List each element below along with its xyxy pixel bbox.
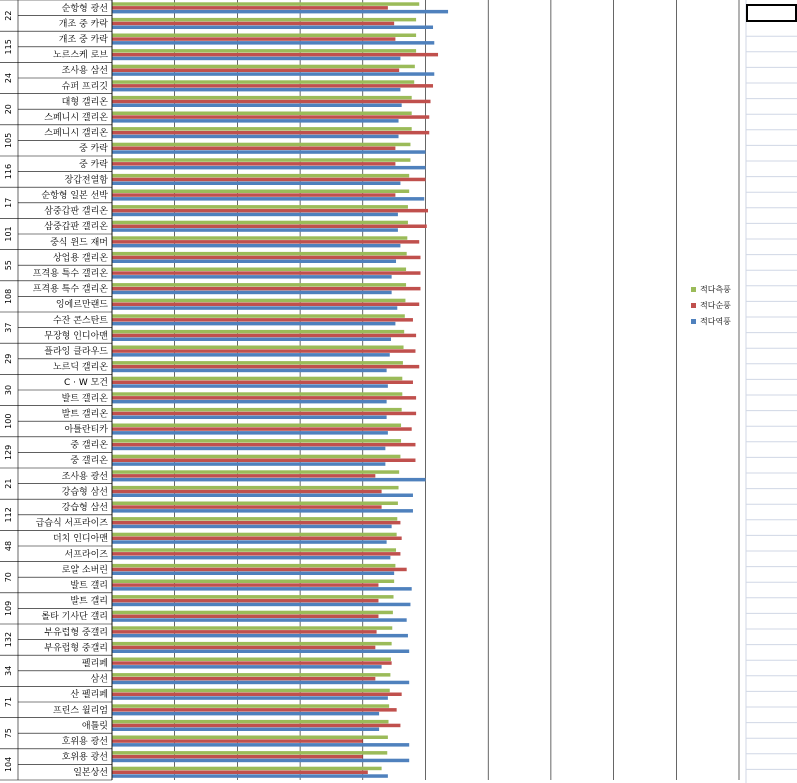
bar <box>112 104 402 108</box>
category-label: 아틀란티카 <box>64 425 108 435</box>
bar <box>112 424 401 428</box>
bar <box>112 587 412 591</box>
category-label: 무장형 인디아맨 <box>44 331 108 342</box>
row-id-label: 115 <box>4 39 13 55</box>
bar <box>112 314 405 318</box>
row-id-label: 75 <box>4 728 13 739</box>
bar <box>112 755 363 759</box>
bar <box>112 377 402 381</box>
category-label: 중 갤리온 <box>70 440 108 451</box>
row-id-label: 105 <box>4 132 13 149</box>
bar <box>112 10 448 14</box>
row-id-label: 37 <box>4 322 13 333</box>
bar <box>112 26 433 30</box>
row-id-label: 22 <box>4 10 13 21</box>
bar <box>112 228 398 232</box>
category-label: 삼중갑판 갤리온 <box>44 222 108 233</box>
bar <box>112 509 413 512</box>
bar <box>112 724 400 728</box>
bar <box>112 291 392 295</box>
bar <box>112 478 426 482</box>
category-label: 장갑전열함 <box>64 175 108 186</box>
category-label: 부유럽형 중갤리 <box>44 627 108 638</box>
category-label: 조사용 광선 <box>61 471 108 482</box>
bar <box>112 396 416 400</box>
bar <box>112 615 378 619</box>
bar <box>112 650 409 654</box>
bar <box>112 618 407 622</box>
bar <box>112 673 390 677</box>
bar <box>112 119 399 123</box>
bar <box>112 572 394 576</box>
bar <box>112 240 419 244</box>
bar <box>112 704 389 708</box>
category-label: 대형 갤리온 <box>61 97 108 108</box>
category-label: 발트 갤리 <box>70 596 108 607</box>
bar <box>112 2 419 6</box>
row-id-label: 112 <box>4 507 13 523</box>
bar <box>112 412 416 416</box>
bar <box>112 626 392 630</box>
bar <box>112 696 388 700</box>
bar <box>112 353 390 357</box>
bar <box>112 556 390 560</box>
bar <box>112 318 413 322</box>
bar <box>112 330 404 334</box>
bar <box>112 494 413 498</box>
bar <box>112 708 397 712</box>
bar <box>112 568 407 572</box>
bar <box>112 112 412 116</box>
row-id-label: 55 <box>4 260 13 271</box>
bar <box>112 661 392 665</box>
bar <box>112 190 409 194</box>
bar <box>112 209 428 213</box>
bar <box>112 221 408 225</box>
bar <box>112 533 397 537</box>
bar <box>112 689 390 693</box>
category-label: 서프라이즈 <box>64 549 108 560</box>
row-id-label: 109 <box>4 600 13 617</box>
bar <box>112 462 385 466</box>
bar <box>112 127 412 131</box>
bar <box>112 361 403 365</box>
bar <box>112 580 394 584</box>
row-id-label: 108 <box>4 288 13 305</box>
bar <box>112 681 409 685</box>
category-label: 슈퍼 프리깃 <box>61 81 108 92</box>
category-label: 호위용 광선 <box>61 752 108 763</box>
sheet-cell-grid <box>746 0 797 783</box>
category-label: 수잔 콘스탄트 <box>52 315 108 326</box>
bar <box>112 525 392 529</box>
legend-swatch <box>691 303 696 308</box>
bar <box>112 53 438 57</box>
bar <box>112 455 400 459</box>
category-label: 중 갤리온 <box>70 456 108 467</box>
bar <box>112 384 388 388</box>
bar <box>112 299 405 303</box>
category-label: 중 카락 <box>79 144 108 155</box>
bar <box>112 552 400 556</box>
category-label: 호위용 광선 <box>61 737 108 747</box>
legend-label: 적다측풍 <box>700 285 731 294</box>
bar <box>112 275 392 279</box>
bar <box>112 365 419 369</box>
bar <box>112 490 382 494</box>
bar <box>112 49 416 53</box>
bar <box>112 287 420 291</box>
bar <box>112 322 395 326</box>
category-label: 부유럽형 중갤리 <box>44 643 108 654</box>
category-label: 조사용 삼선 <box>61 66 108 77</box>
bar <box>112 392 402 396</box>
category-label: 중식 윈드 재머 <box>50 237 108 248</box>
bar <box>112 439 401 443</box>
category-label: 순항형 광선 <box>61 3 108 14</box>
bar <box>112 595 394 599</box>
bar <box>112 174 409 178</box>
bar <box>112 486 399 490</box>
bar <box>112 611 393 615</box>
category-label: 프격용 특수 갤리온 <box>32 284 108 295</box>
bar <box>112 213 398 217</box>
bar <box>112 548 396 552</box>
bar <box>112 521 400 525</box>
bar <box>112 665 382 669</box>
bar <box>112 346 404 350</box>
bar <box>112 96 412 100</box>
category-label: 펠리페 <box>81 659 108 669</box>
bar <box>112 252 407 256</box>
bar <box>112 166 426 170</box>
category-label: 순항형 일본 선박 <box>41 191 108 201</box>
category-label: 발트 갤리온 <box>61 393 108 404</box>
category-label: 강습형 삼선 <box>61 487 108 498</box>
bar <box>112 736 388 740</box>
bar <box>112 182 400 186</box>
bar <box>112 759 409 763</box>
bar <box>112 65 415 69</box>
bar <box>112 338 391 342</box>
category-label: 발트 갤리온 <box>61 409 108 420</box>
category-label: 발트 갤리 <box>70 581 108 591</box>
bar <box>112 634 408 638</box>
category-label: 스페니시 갤리온 <box>44 128 108 139</box>
bar <box>112 37 395 41</box>
bar <box>112 646 375 650</box>
bar <box>112 537 402 541</box>
bar <box>112 306 397 310</box>
bar <box>112 751 387 755</box>
bar <box>112 431 388 435</box>
bar <box>112 158 410 162</box>
bar <box>112 260 396 264</box>
bar <box>112 162 395 166</box>
bar <box>112 540 387 544</box>
bar <box>112 72 434 76</box>
bar <box>112 349 415 353</box>
bar <box>112 197 424 201</box>
row-id-label: 17 <box>4 197 13 208</box>
bar <box>112 583 378 587</box>
category-label: 플라잉 클라우드 <box>44 347 108 357</box>
row-id-label: 71 <box>4 696 13 708</box>
bar <box>112 743 409 747</box>
row-id-label: 48 <box>4 540 13 552</box>
row-id-label: 29 <box>4 353 13 364</box>
bar <box>112 603 410 607</box>
bar-series <box>112 0 448 780</box>
legend-swatch <box>691 319 696 324</box>
category-label: 강습형 삼선 <box>61 503 108 513</box>
category-label: 중 카락 <box>79 159 108 170</box>
bar <box>112 474 375 478</box>
row-id-label: 34 <box>4 665 13 676</box>
legend-label: 적다순풍 <box>700 301 731 310</box>
category-label: 잉에르만랜드 <box>55 300 108 311</box>
category-label: 롤타 기사단 갤리 <box>41 612 108 623</box>
bar <box>112 147 395 151</box>
row-id-label: 21 <box>4 478 13 489</box>
bar <box>112 22 394 26</box>
category-label: 노르딕 갤리온 <box>52 362 108 373</box>
bar <box>112 459 415 463</box>
bar <box>112 739 363 743</box>
row-id-label: 132 <box>4 631 13 648</box>
category-axis <box>0 0 112 780</box>
category-label: 애틀릿 <box>81 721 108 732</box>
bar <box>112 178 426 182</box>
bar <box>112 69 399 73</box>
category-label: 산 펠리페 <box>70 690 108 701</box>
bar <box>112 369 387 373</box>
bar <box>112 244 400 248</box>
row-id-label: 116 <box>4 163 13 180</box>
category-label: 개조 중 카락 <box>58 35 108 45</box>
bar <box>112 517 397 521</box>
bar <box>112 205 408 209</box>
bar <box>112 131 429 135</box>
category-label: 일본상선 <box>73 768 108 779</box>
row-id-label: 24 <box>4 72 13 84</box>
bar <box>112 470 399 474</box>
row-id-label: 129 <box>4 444 13 461</box>
bar <box>112 408 402 412</box>
bar <box>112 271 420 275</box>
bar <box>112 712 379 716</box>
category-label: 급습식 서프라이즈 <box>35 518 108 529</box>
bar <box>112 447 385 451</box>
bar <box>112 193 395 197</box>
bar <box>112 256 420 260</box>
bar <box>112 720 389 724</box>
bar <box>112 774 388 778</box>
bar <box>112 150 426 154</box>
bar <box>112 100 431 104</box>
bar <box>112 6 388 10</box>
bar <box>112 599 378 603</box>
row-id-label: 101 <box>4 226 13 242</box>
bar <box>112 41 434 45</box>
bar <box>112 630 377 634</box>
bar <box>112 334 416 338</box>
bar <box>112 564 395 568</box>
bar <box>112 505 382 509</box>
bar <box>112 677 375 681</box>
bar <box>112 80 414 84</box>
bar <box>112 502 398 506</box>
bar <box>112 88 400 92</box>
category-label: 상업용 갤리온 <box>52 253 108 264</box>
bar <box>112 728 379 732</box>
bar <box>112 642 392 646</box>
category-label: 스페니시 갤리온 <box>44 113 108 123</box>
row-id-label: 100 <box>4 413 13 429</box>
bar <box>112 443 415 447</box>
bar <box>112 34 416 38</box>
row-id-label: 104 <box>4 756 13 773</box>
bar <box>112 115 429 119</box>
category-label: 더치 인디아맨 <box>52 534 108 545</box>
category-label: 노르스케 로브 <box>52 50 108 61</box>
bar <box>112 18 416 22</box>
category-label: 프격용 특수 갤리온 <box>32 269 108 279</box>
category-label: C · W 모건 <box>63 378 108 389</box>
row-id-label: 30 <box>4 384 13 396</box>
legend-swatch <box>691 287 696 292</box>
category-label: 프린스 윌리엄 <box>52 705 108 716</box>
category-label: 개조 중 카락 <box>58 19 108 30</box>
bar <box>112 268 406 272</box>
legend <box>691 284 731 326</box>
selected-cell[interactable] <box>747 5 796 21</box>
bar <box>112 693 402 697</box>
bar <box>112 658 391 662</box>
category-label: 삼선 <box>90 674 108 685</box>
bar <box>112 135 399 139</box>
bar <box>112 283 406 287</box>
bar <box>112 427 412 431</box>
row-id-label: 20 <box>4 104 13 115</box>
bar <box>112 303 419 307</box>
bar <box>112 236 407 240</box>
bar <box>112 225 427 229</box>
bar <box>112 767 382 771</box>
bar <box>112 400 387 404</box>
legend-label: 적다역풍 <box>700 317 731 326</box>
bar <box>112 143 410 147</box>
category-label: 삼중갑판 갤리온 <box>44 206 108 217</box>
category-label: 로얄 소버린 <box>61 565 108 576</box>
bar <box>112 416 387 420</box>
bar <box>112 771 368 775</box>
bar <box>112 381 413 385</box>
bar <box>112 57 400 61</box>
bar <box>112 84 433 88</box>
row-id-label: 70 <box>4 572 13 583</box>
